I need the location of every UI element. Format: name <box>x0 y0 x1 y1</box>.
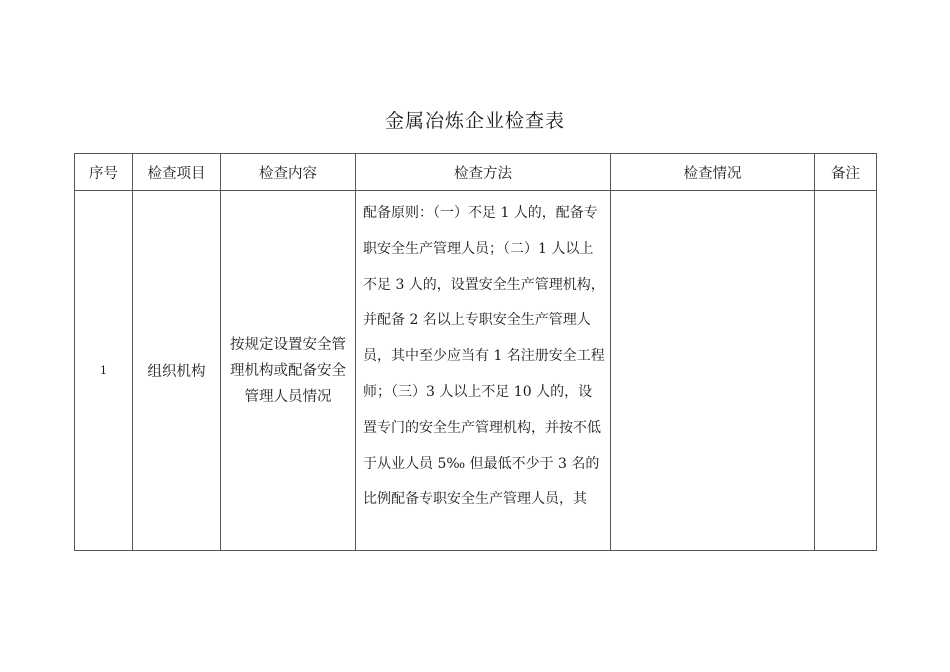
header-check-item: 检查项目 <box>133 154 221 191</box>
page-title: 金属冶炼企业检查表 <box>384 110 565 132</box>
header-row <box>75 154 877 191</box>
table-header <box>75 154 877 191</box>
header-check-content: 检查内容 <box>221 154 356 191</box>
header-serial-no: 序号 <box>75 154 133 191</box>
header-remark: 备注 <box>815 154 877 191</box>
row-remark[interactable] <box>815 191 877 551</box>
header-check-status: 检查情况 <box>611 154 815 191</box>
header-check-method: 检查方法 <box>356 154 611 191</box>
row-check-content: 按规定设置安全管理机构或配备安全管理人员情况 <box>221 191 356 551</box>
row-check-status[interactable] <box>611 191 815 551</box>
row-check-method: 配备原则：（一）不足 1 人的，配备专职安全生产管理人员；（二）1 人以上不足 3 人的，设置安全生产管理机构，并配备 2 名以上专职安全生产管理人员，其中至少应当有 1 名注册安全工程师；（三）3 人以上不足 10 人的，设置专门的安全生产管理机构，并按不低于从业人员 5‰ 但最低不少于 3 名的比例配备专职安全生产管理人员，其 <box>356 191 611 551</box>
table-row <box>75 191 877 551</box>
row-check-item: 组织机构 <box>133 191 221 551</box>
table-body <box>75 191 877 551</box>
inspection-table <box>74 153 877 551</box>
row-serial-no: 1 <box>75 191 133 551</box>
